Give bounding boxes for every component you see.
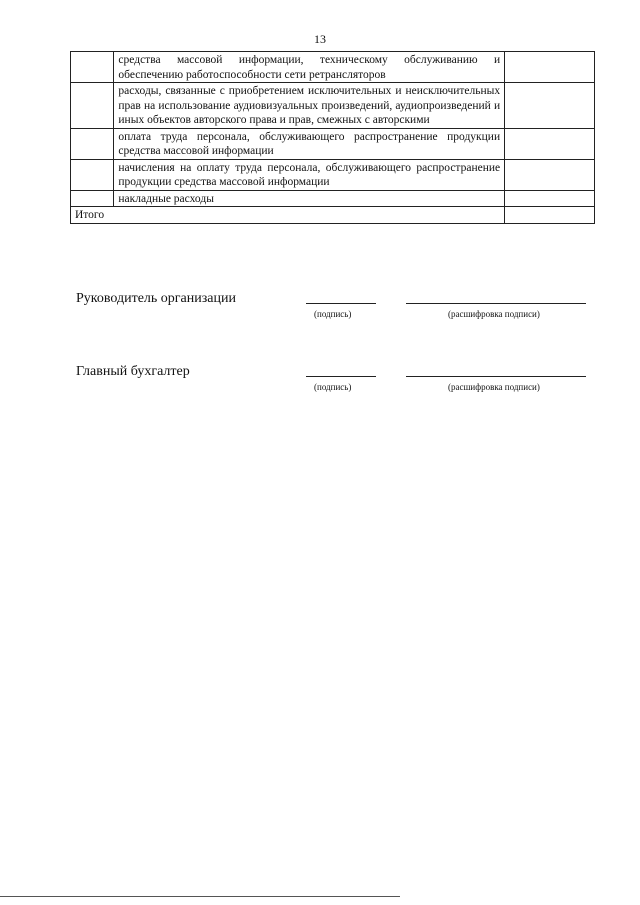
costs-table (70, 51, 595, 224)
table-cell-description: расходы, связанные с приобретением исключительных и неисключительных прав на использование аудиовизуальных произведений, аудиопроизведений и иных объектов авторского права и прав, смежных с авторскими (114, 83, 505, 129)
table-cell-number (71, 52, 114, 83)
table-cell-number (71, 190, 114, 207)
page-number: 13 (314, 32, 326, 46)
signature-title: Главный бухгалтер (76, 364, 190, 379)
table-cell-number (71, 159, 114, 190)
table-row (71, 52, 595, 83)
signature-line (306, 303, 376, 304)
signature-line (306, 376, 376, 377)
name-caption: (расшифровка подписи) (448, 382, 540, 392)
signature-block-director (76, 291, 596, 331)
table-cell-description: накладные расходы (114, 190, 505, 207)
table-cell-value (505, 83, 595, 129)
table-row (71, 159, 595, 190)
table-cell-value (505, 52, 595, 83)
footer-divider (0, 896, 400, 897)
table-cell-number (71, 83, 114, 129)
table-cell-description: начисления на оплату труда персонала, обслуживающего распространение продукции средства массовой информации (114, 159, 505, 190)
table-row (71, 128, 595, 159)
table-row (71, 83, 595, 129)
table-row (71, 190, 595, 207)
table-cell-value (505, 190, 595, 207)
signature-caption: (подпись) (314, 382, 352, 392)
signature-caption: (подпись) (314, 309, 352, 319)
table-total-label: Итого (71, 207, 505, 224)
table-cell-value (505, 159, 595, 190)
table-cell-description: средства массовой информации, техническому обслуживанию и обеспечению работоспособности сети ретрансляторов (114, 52, 505, 83)
table-total-value (505, 207, 595, 224)
signature-block-accountant (76, 364, 596, 404)
name-line (406, 303, 586, 304)
name-caption: (расшифровка подписи) (448, 309, 540, 319)
table-total-row (71, 207, 595, 224)
name-line (406, 376, 586, 377)
table-cell-value (505, 128, 595, 159)
table-cell-number (71, 128, 114, 159)
table-cell-description: оплата труда персонала, обслуживающего распространение продукции средства массовой информации (114, 128, 505, 159)
signature-title: Руководитель организации (76, 291, 236, 306)
